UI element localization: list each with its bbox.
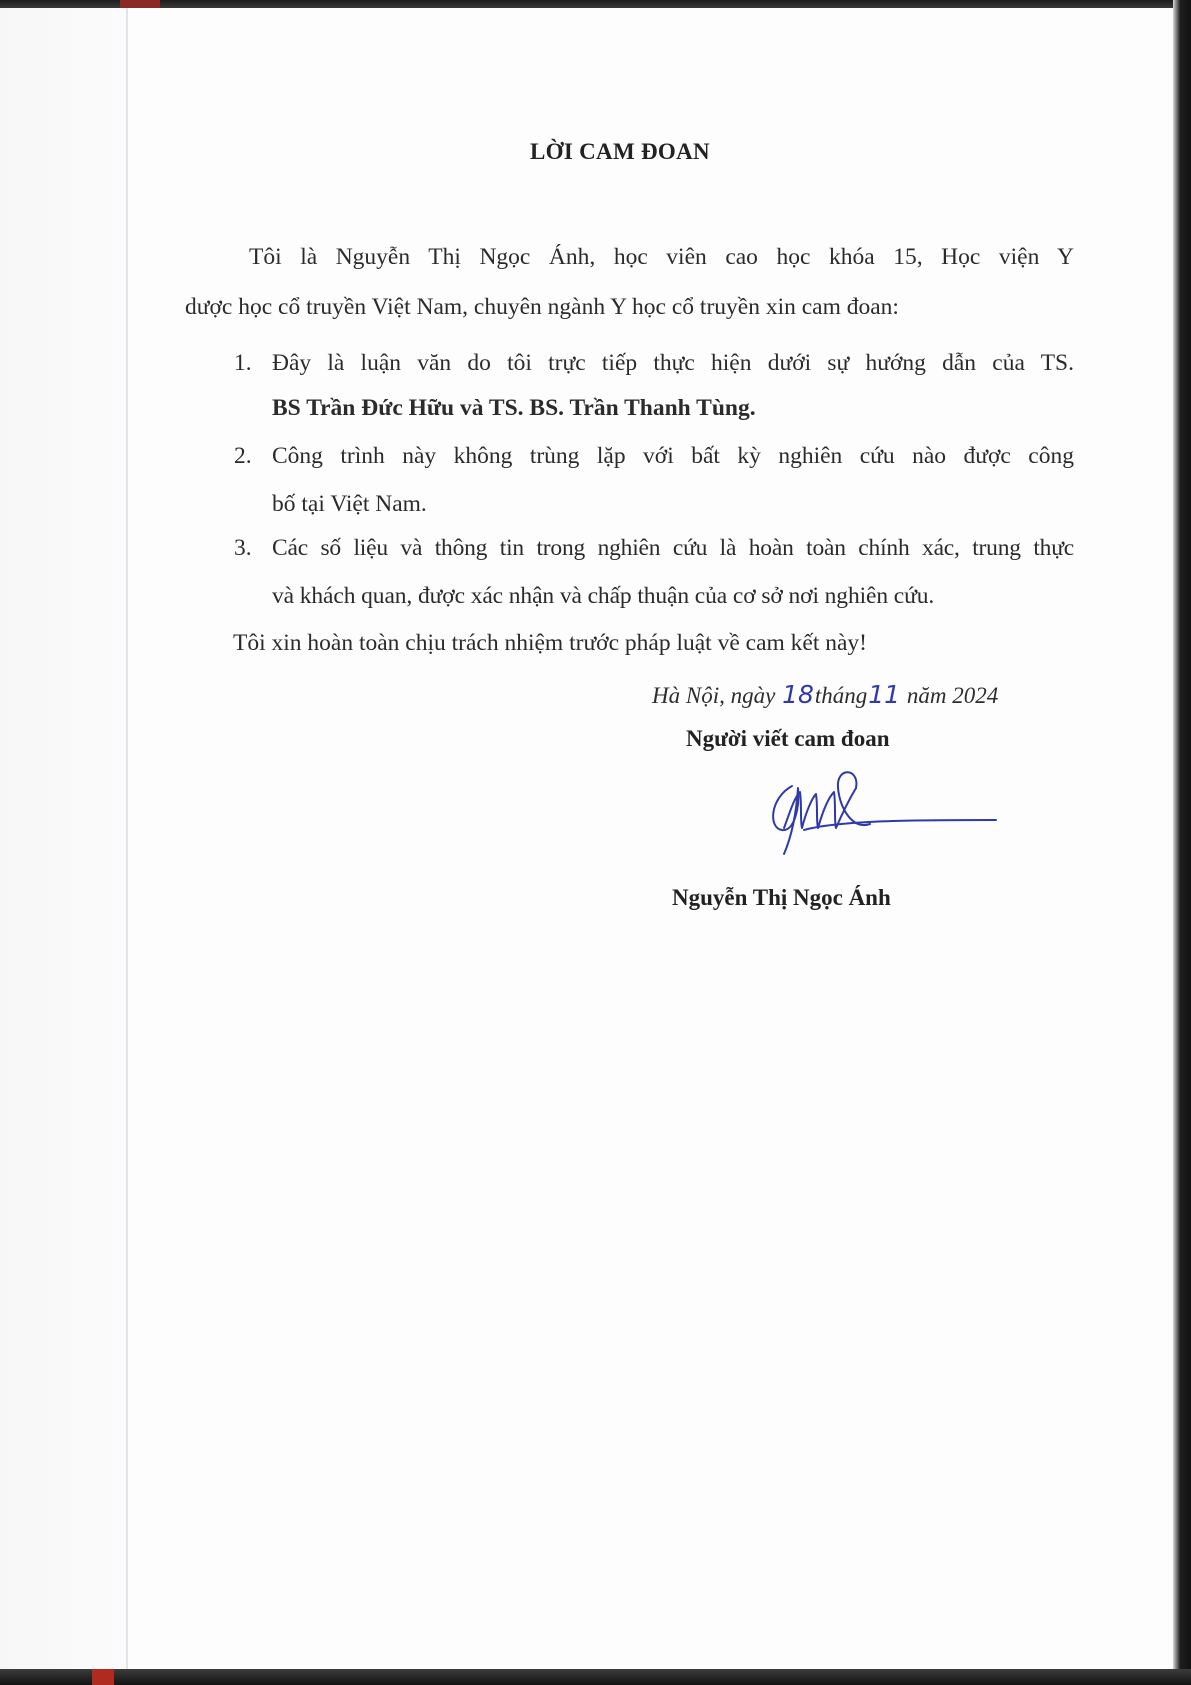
list-item-3-line-2: và khách quan, được xác nhận và chấp thuận của cơ sở nơi nghiên cứu. — [272, 583, 935, 609]
scan-bottom-edge — [0, 1669, 1191, 1685]
scan-right-edge — [1173, 0, 1191, 1685]
date-month-label: tháng — [814, 683, 868, 708]
binding-margin — [0, 8, 128, 1669]
intro-line-1: Tôi là Nguyễn Thị Ngọc Ánh, học viên cao học khóa 15, Học viện Y — [249, 244, 1074, 270]
scan-top-edge — [0, 0, 1191, 8]
intro-line-2: dược học cổ truyền Việt Nam, chuyên ngành Y học cổ truyền xin cam đoan: — [185, 294, 899, 320]
list-item-2-line-2: bố tại Việt Nam. — [272, 491, 427, 517]
handwritten-signature-icon — [760, 758, 1000, 868]
date-day-handwritten: 18 — [782, 680, 814, 709]
list-item-3-line-1: Các số liệu và thông tin trong nghiên cứu là hoàn toàn chính xác, trung thực — [272, 535, 1074, 561]
scan-cover-mark-bottom — [92, 1669, 114, 1685]
date-year: năm 2024 — [906, 683, 999, 708]
scan-cover-mark — [120, 0, 160, 8]
signer-role: Người viết cam đoan — [686, 726, 890, 751]
closing-statement: Tôi xin hoàn toàn chịu trách nhiệm trước pháp luật về cam kết này! — [233, 630, 867, 656]
signer-name: Nguyễn Thị Ngọc Ánh — [672, 885, 891, 910]
list-item-number: 3. — [234, 535, 252, 561]
date-month-handwritten: 11 — [868, 680, 901, 709]
list-item-number: 2. — [234, 443, 252, 469]
date-line — [652, 680, 998, 709]
page-title: LỜI CAM ĐOAN — [530, 139, 710, 164]
list-item-1-line-1: Đây là luận văn do tôi trực tiếp thực hiện dưới sự hướng dẫn của TS. — [272, 350, 1074, 376]
date-prefix: Hà Nội, ngày — [652, 683, 776, 708]
list-item-number: 1. — [234, 350, 252, 376]
list-item-2-line-1: Công trình này không trùng lặp với bất kỳ nghiên cứu nào được công — [272, 443, 1074, 469]
list-item-1-line-2: BS Trần Đức Hữu và TS. BS. Trần Thanh Tùng. — [272, 395, 756, 421]
